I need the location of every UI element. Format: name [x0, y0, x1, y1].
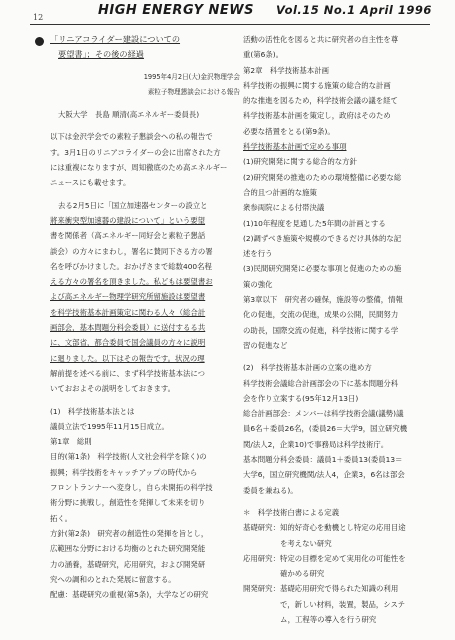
issue-info: Vol.15 No.1 April 1996 — [276, 3, 432, 17]
left-text-line: 談会）の方々にまわし，署名に賛同下さる方の署 — [50, 246, 213, 256]
right-text-line: 述を行う — [243, 249, 273, 259]
left-text-line: に、文部省，都合委員で国会議員の方々に説明 — [50, 338, 206, 348]
right-text-line: 策の強化 — [243, 279, 273, 289]
left-text-line: す。3月1日のリニアコライダーの会に出席された方 — [50, 147, 221, 157]
right-text-line: 的な推進を図るため，科学技術会議の議を経て — [243, 96, 398, 106]
right-text-line: 応用研究：特定の目標を定めて実用化の可能性を — [243, 553, 406, 563]
right-text-line: 委員を兼ねる)。 — [243, 485, 298, 495]
left-text-line: 以下は金沢学会での素粒子懇談会への私の報告で — [50, 132, 213, 142]
left-text-line — [50, 397, 240, 404]
left-text-line: 配慮：基礎研究の重視(第5条)，大学などの研究 — [50, 590, 209, 600]
left-text-line: 広範囲な分野における均衡のとれた研究開発能 — [50, 544, 206, 554]
right-text-line — [243, 353, 438, 360]
right-text-line: 第3章以下 研究者の確保，施設等の整備，情報 — [243, 295, 403, 305]
right-text-line: 基本問題分科会委員：議員1＋委員13(委員13＝ — [243, 455, 403, 465]
left-text-line: (1) 科学技術基本法とは — [50, 406, 135, 416]
right-text-line: ＊ 科学技術白書による定義 — [243, 507, 340, 517]
right-text-line: 科学技術会議総合計画部会の下に基本問題分科 — [243, 378, 399, 388]
left-text-line: 方針(第2条) 研究者の創造性の発揮を旨とし， — [50, 528, 209, 538]
right-text-line: 習の促進など — [243, 340, 288, 350]
left-text-line — [50, 63, 240, 70]
left-text-line: 拓く。 — [50, 513, 73, 523]
left-text-line: 解前提を述べる前に、まず科学技術基本法につ — [50, 368, 206, 378]
left-text-line: には重複になりますが、周知徹底のため高エネルギー — [50, 163, 228, 173]
right-text-line: 会を作り立案する(95年12月13日) — [243, 393, 359, 403]
right-text-line: 基礎研究：知的好奇心を動機とし特定の応用目途 — [243, 523, 406, 533]
right-text-line: ム，工程等の導入を行う研究 — [243, 614, 377, 624]
left-text-line: フロントランナーへ変身し，自ら未開拓の科学技 — [50, 483, 213, 493]
left-text-line: 名を呼びかけました。おかげさまで総数400名程 — [50, 261, 212, 271]
right-text-line: を考えない研究 — [243, 538, 332, 548]
right-text-line: 関/法人2，企業10)で事務局は科学技術庁。 — [243, 439, 389, 449]
right-text-line: 確かめる研究 — [243, 569, 325, 579]
left-text-line: 大阪大学 長島 順清(高エネルギー委員長) — [58, 110, 200, 120]
left-text-line: 振興；科学技術をキャッチアップの時代から — [50, 467, 198, 477]
left-text-line: 究への調和のとれた発展に留意する。 — [50, 574, 176, 584]
right-text-line: の助長，国際交流の促進，科学技術に関する学 — [243, 325, 399, 335]
right-text-line: 総合計画部会：メンバーは科学技術会議(議勢)議 — [243, 409, 404, 419]
right-text-line: 活動の活性化を図ると共に研究者の自主性を尊 — [243, 35, 399, 44]
right-text-line: 員6名＋委員26名，(委員26＝大学9，国立研究機 — [243, 424, 408, 434]
right-text-line: (2) 科学技術基本計画の立案の進め方 — [243, 363, 372, 373]
right-text-line: で，新しい材料，装置，製品，システ — [243, 599, 406, 609]
left-text-line: ニュースにも載せます。 — [50, 178, 131, 188]
left-text-line: える方々の署名を頂きました。私どもは要望書お — [50, 277, 213, 287]
left-text-line — [50, 191, 240, 198]
right-text-line: (3)民間研究開発に必要な事項と促進のための施 — [243, 264, 402, 274]
right-text-line: 重(第6条)。 — [243, 50, 284, 60]
left-text-line: に廻りました。以下はその報告です。状況の理 — [50, 353, 205, 363]
right-text-line — [243, 498, 438, 505]
right-text-line: 化の促進，交流の促進，成果の公開，民間努力 — [243, 310, 399, 320]
left-text-line: 1995年4月2日(大)金沢物理学会 — [143, 72, 240, 81]
left-text-line: 第1章 総則 — [50, 437, 92, 447]
left-text-line: 素粒子物理懇談会における報告 — [147, 87, 240, 96]
left-text-line: 要望書」；その後の経過 — [58, 49, 144, 60]
right-text-line: 必要な措置をとる(第9条)。 — [243, 126, 335, 136]
left-text-line: 去る2月5日に「国立加速器センターの設立と — [58, 200, 208, 210]
right-text-line: 第2章 科学技術基本計画 — [243, 65, 330, 75]
right-text-line: 科学技術の振興に関する施策の総合的な計画 — [243, 80, 391, 90]
right-text-line: (1)10年程度を見通した5年間の計画とする — [243, 218, 386, 228]
left-text-line: 目的(第1条) 科学技術(人文社会科学を除く)の — [50, 452, 207, 462]
left-text-line: 書を関係者（高エネルギー同好会と素粒子懇話 — [50, 231, 206, 241]
left-text-line — [50, 122, 240, 129]
right-text-line: 科学技術基本計画を策定し，政府はそのため — [243, 111, 391, 121]
left-text-line: 術分野に挑戦し，創造性を発揮して未来を切り — [50, 498, 206, 508]
left-text-line: よび高エネルギー物理学研究所留施設は要望書 — [50, 292, 206, 302]
left-text-line: 將来衝突型加速器の建設について」という要望 — [50, 215, 206, 225]
newsletter-title: HIGH ENERGY NEWS — [98, 3, 254, 18]
masthead — [98, 3, 432, 18]
header-rule — [30, 24, 430, 25]
right-text-line: 大学6，国立研究機関/法人4，企業3，6名は部会 — [243, 470, 405, 480]
right-text-line: 合的且つ計画的な施策 — [243, 187, 317, 197]
left-text-line — [50, 100, 240, 107]
left-text-line: 画部会，基本問題分科会委員）に送付するる共 — [50, 323, 206, 333]
left-column — [50, 32, 240, 602]
right-text-line: (1)研究開発に関する総合的な方針 — [243, 157, 357, 167]
right-text-line: (2)調ずべき施策や規模のできるだけ具体的な記 — [243, 233, 402, 243]
left-text-line: 「リニアコライダー建設についての — [50, 34, 181, 44]
right-text-line: 衆参両院による付帯決議 — [243, 203, 325, 213]
bullet-icon — [35, 37, 44, 46]
page-number: 12 — [33, 13, 44, 22]
left-text-line: を科学技術基本計画策定に関わる人々（総合計 — [50, 307, 206, 317]
left-text-line: 議員立法で1995年11月15日成立。 — [50, 421, 169, 431]
left-text-line: 力の涵養，基礎研究，応用研究，および開発研 — [50, 559, 206, 569]
right-text-line: (2)研究開発の推進のための環境整備に必要な総 — [243, 172, 402, 182]
right-text-line: 科学技術基本計画で定める事項 — [243, 142, 347, 152]
left-text-line: いておおよその説明をしておきます。 — [50, 384, 176, 394]
right-column — [243, 32, 438, 627]
right-text-line: 開発研究：基礎応用研究で得られた知識の利用 — [243, 584, 399, 594]
